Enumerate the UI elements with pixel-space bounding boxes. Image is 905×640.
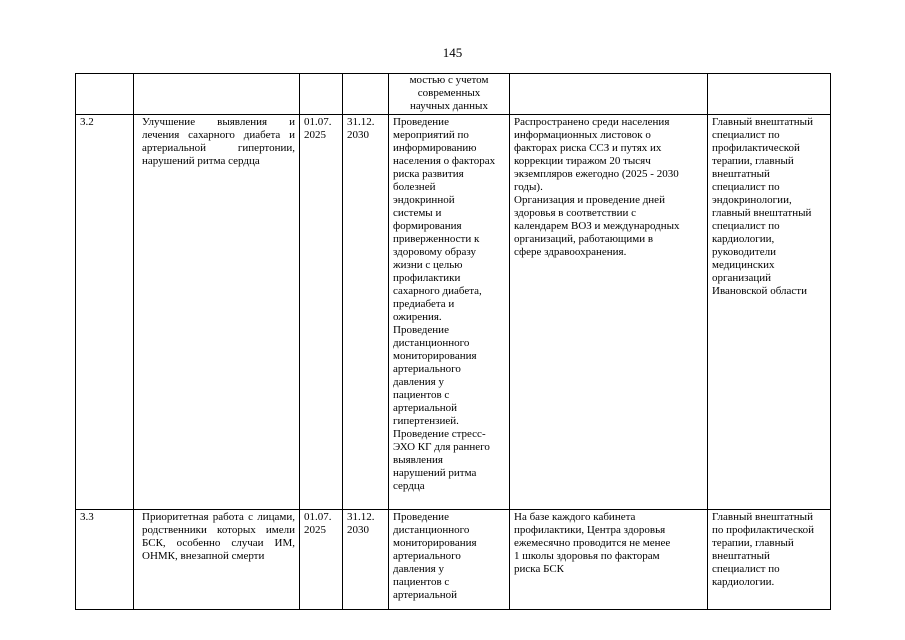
cell-result: Распространено среди населения информационных листовок о факторах риска ССЗ и путях их коррекции тиражом 20 тысяч экземпляров ежегодно (2025 - 2030 годы). Организация и проведение дней здоровья в соответствии с календарем ВОЗ и международных организаций, работающими в сфере здравоохранения.: [510, 115, 708, 510]
cell-activity: [389, 74, 510, 115]
cell-task: [134, 74, 300, 115]
cell-result: На базе каждого кабинета профилактики, Центра здоровья ежемесячно проводится не менее 1 школы здоровья по факторам риска БСК: [510, 510, 708, 610]
cell-task: Приоритетная работа с лицами, родственники которых имели БСК, особенно случаи ИМ, ОНМК, внезапной смерти: [134, 510, 300, 610]
activity-line: мостью с учетом: [409, 74, 489, 86]
cell-start: [300, 74, 343, 115]
activity-line: современных: [417, 87, 481, 99]
cell-activity: Проведение мероприятий по информированию населения о факторах риска развития болезней эндокринной системы и формирования приверженности к здоровому образу жизни с целью профилактики сахарного диабета, предиабета и ожирения. Проведение дистанционного мониторирования артериального давления у пациентов с артериальной гипертензией. Проведение стресс- ЭХО КГ для раннего выявления нарушений ритма сердца: [389, 115, 510, 510]
table-row-continuation: [76, 74, 831, 115]
cell-num: 3.2: [76, 115, 134, 510]
cell-num: 3.3: [76, 510, 134, 610]
cell-result: [510, 74, 708, 115]
cell-start: 01.07. 2025: [300, 510, 343, 610]
cell-end: 31.12. 2030: [343, 510, 389, 610]
cell-activity: Проведение дистанционного мониторирования артериального давления у пациентов с артериальной: [389, 510, 510, 610]
cell-responsible: Главный внештатный специалист по профилактической терапии, главный внештатный специалист по эндокринологии, главный внештатный специалист по кардиологии, руководители медицинских организаций Ивановской области: [708, 115, 831, 510]
cell-responsible: Главный внештатный по профилактической терапии, главный внештатный специалист по кардиологии.: [708, 510, 831, 610]
activity-line: научных данных: [410, 100, 488, 112]
table-row-3-2: [76, 115, 831, 510]
cell-end: 31.12. 2030: [343, 115, 389, 510]
cell-responsible: [708, 74, 831, 115]
cell-end: [343, 74, 389, 115]
plan-table: [75, 73, 831, 610]
cell-num: [76, 74, 134, 115]
cell-start: 01.07. 2025: [300, 115, 343, 510]
table-row-3-3: [76, 510, 831, 610]
cell-task: Улучшение выявления и лечения сахарного диабета и артериальной гипертонии, нарушений ритма сердца: [134, 115, 300, 510]
page-number: 145: [442, 45, 463, 60]
